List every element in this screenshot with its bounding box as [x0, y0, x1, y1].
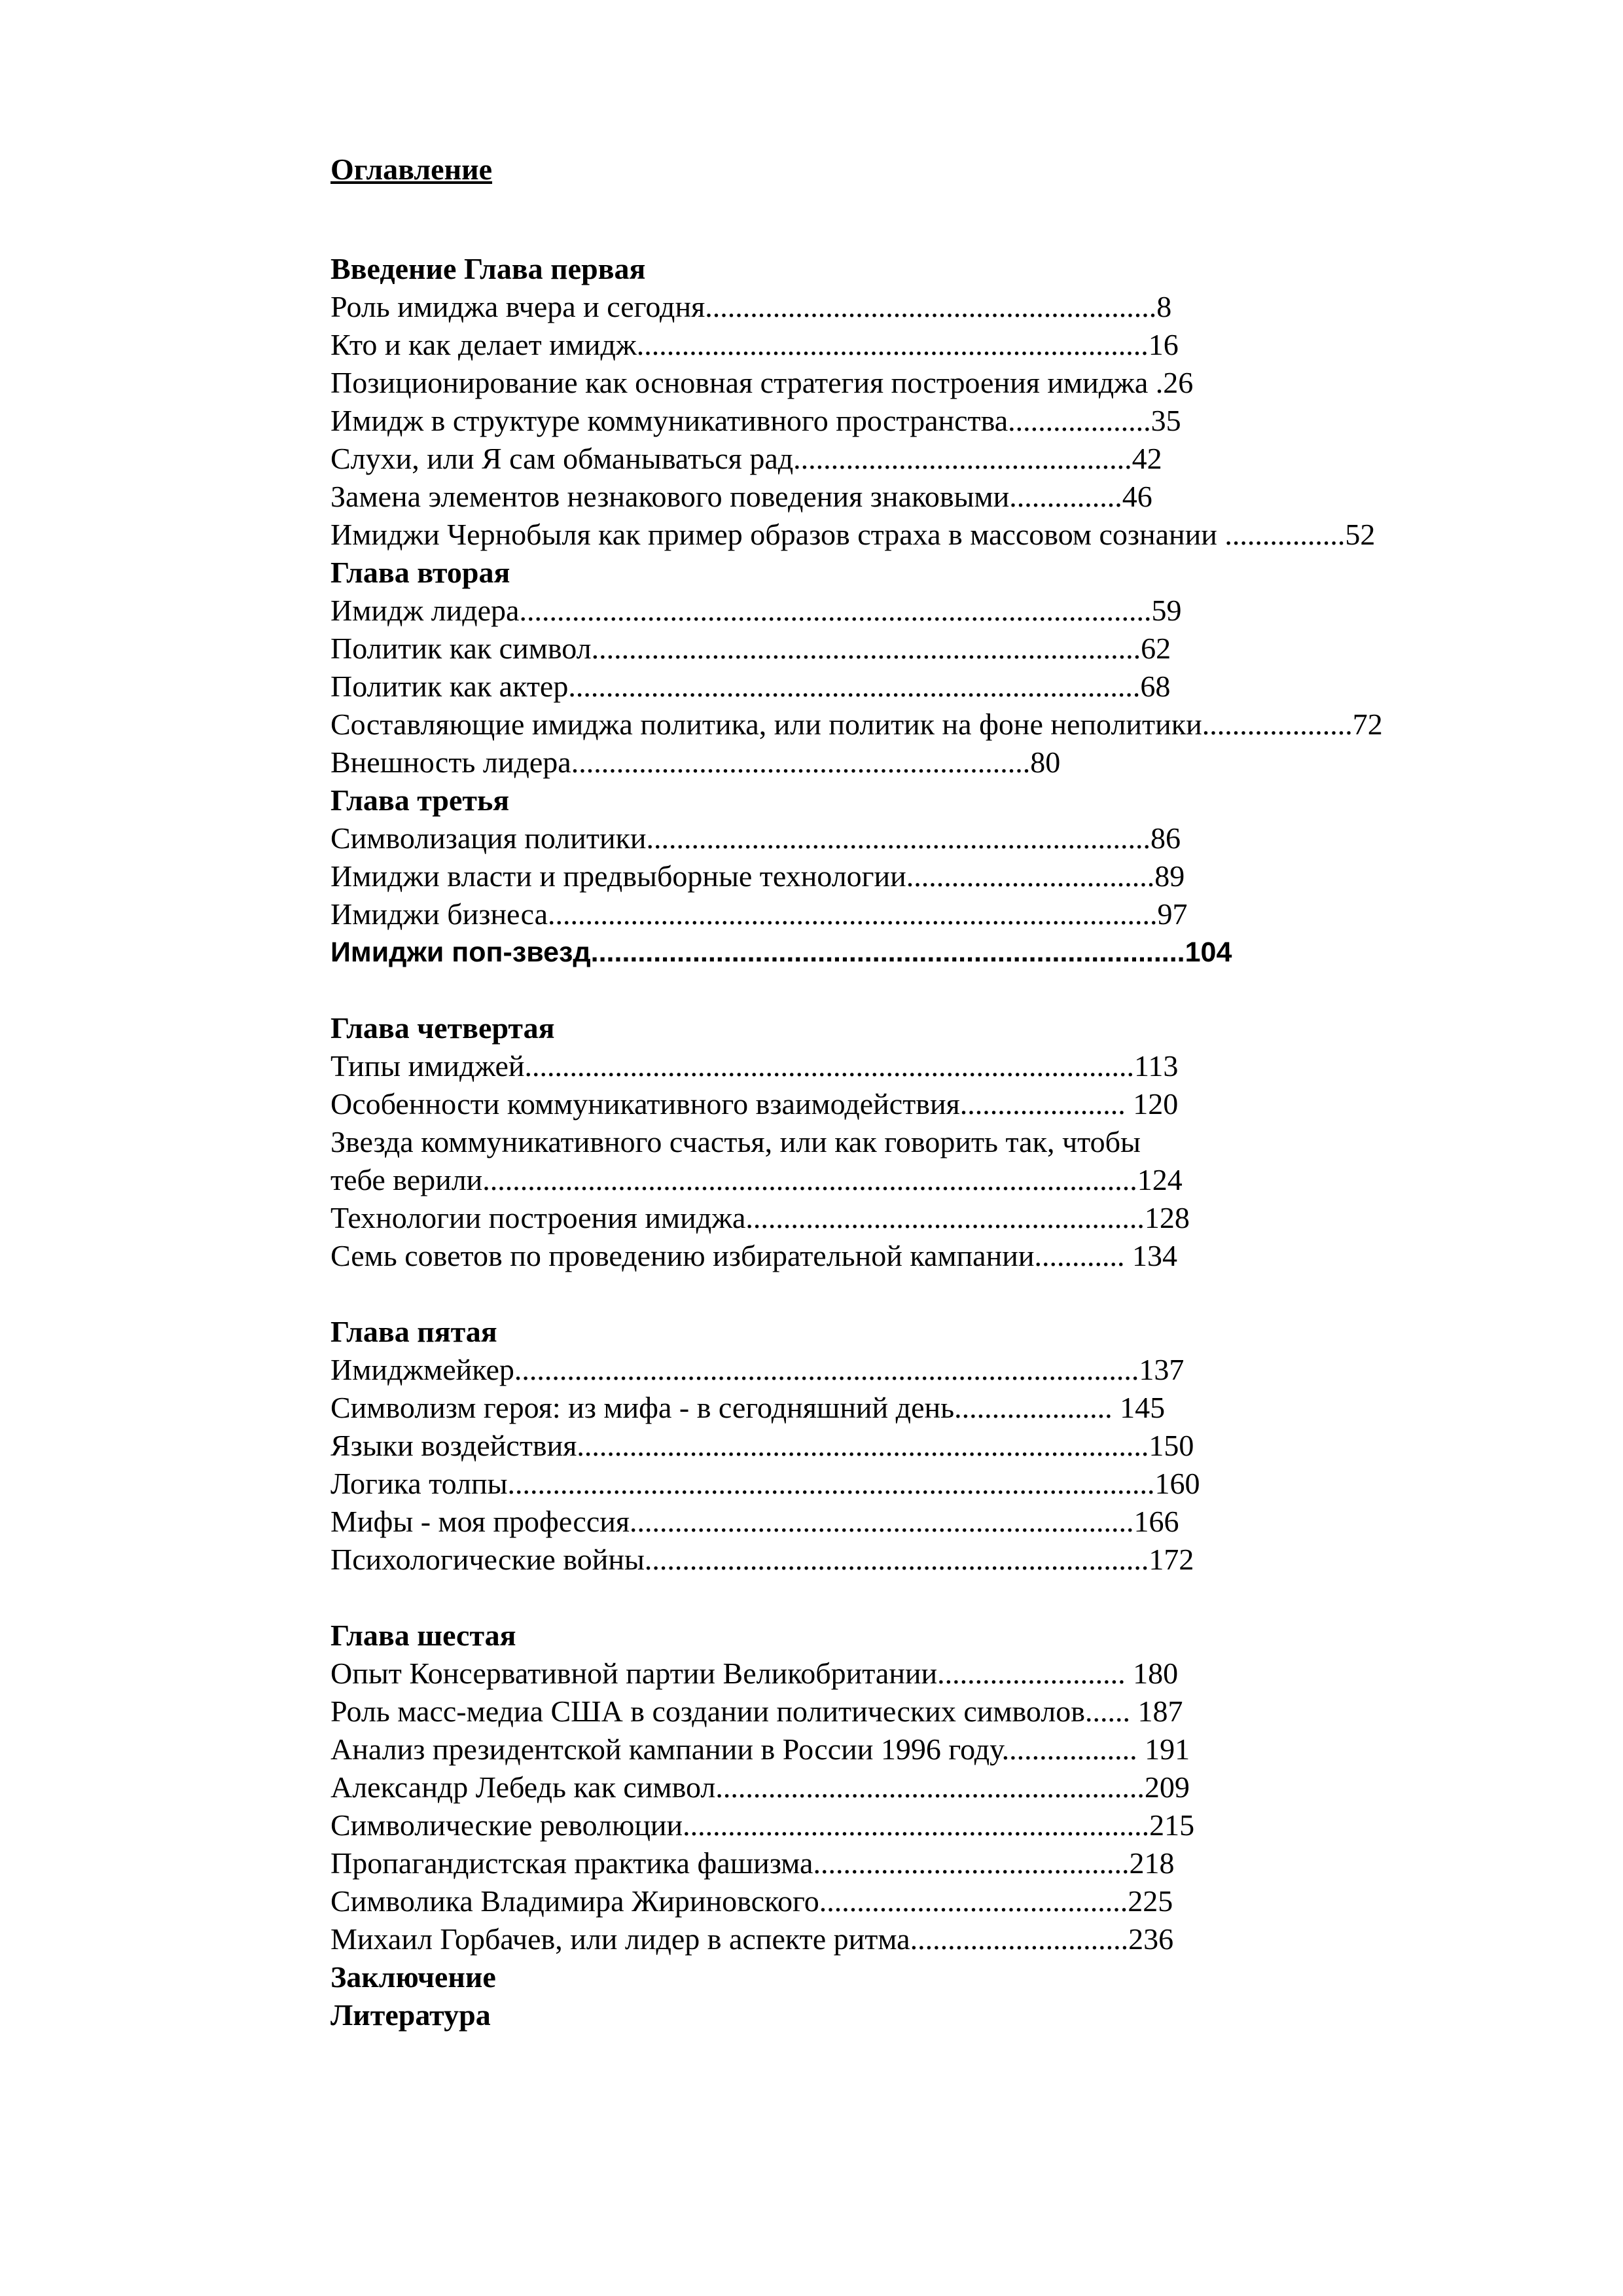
toc-entry: Позиционирование как основная стратегия построения имиджа .26 — [330, 366, 1194, 399]
toc-heading: Глава пятая — [330, 1315, 497, 1348]
toc-entry: Символические революции..............................................................215 — [330, 1808, 1195, 1842]
toc-entry: Символизация политики...................................................................86 — [330, 821, 1181, 855]
toc-heading: Глава шестая — [330, 1619, 516, 1652]
toc-entry: Типы имиджей.................................................................................113 — [330, 1049, 1179, 1083]
toc-entry: Символика Владимира Жириновского.........................................225 — [330, 1884, 1173, 1918]
toc-entry: Имиджмейкер...................................................................................137 — [330, 1353, 1185, 1386]
toc-entry: Кто и как делает имидж....................................................................16 — [330, 328, 1179, 361]
toc-entry: Имиджи бизнеса.................................................................................97 — [330, 897, 1188, 931]
toc-entry: Замена элементов незнакового поведения знаковыми...............46 — [330, 480, 1152, 513]
toc-entry: Имидж в структуре коммуникативного пространства...................35 — [330, 404, 1181, 437]
toc-entry: Языки воздействия............................................................................150 — [330, 1429, 1194, 1462]
toc-heading: Глава четвертая — [330, 1011, 555, 1045]
toc-heading: Литература — [330, 1998, 491, 2032]
toc-entry: Имиджи власти и предвыборные технологии.................................89 — [330, 859, 1185, 893]
toc-entry: Символизм героя: из мифа - в сегодняшний день..................... 145 — [330, 1391, 1166, 1424]
toc-entry: Семь советов по проведению избирательной кампании............ 134 — [330, 1239, 1177, 1272]
title-spacer — [330, 188, 1574, 250]
toc-entry: Имиджи Чернобыля как пример образов страха в массовом сознании ................52 — [330, 518, 1376, 551]
toc-spacer — [330, 1579, 1574, 1617]
toc-entry: Опыт Консервативной партии Великобритании......................... 180 — [330, 1657, 1179, 1690]
table-of-contents — [330, 151, 1574, 2034]
toc-entry: Мифы - моя профессия...................................................................166 — [330, 1505, 1179, 1538]
toc-entry: Внешность лидера.............................................................80 — [330, 745, 1061, 779]
toc-entry: Михаил Горбачев, или лидер в аспекте ритма.............................236 — [330, 1922, 1174, 1956]
toc-entry: Слухи, или Я сам обманываться рад.............................................42 — [330, 442, 1162, 475]
toc-entry: Имидж лидера....................................................................................59 — [330, 594, 1182, 627]
toc-entry: Составляющие имиджа политика, или политик на фоне неполитики....................72 — [330, 708, 1383, 741]
toc-entry: Особенности коммуникативного взаимодействия...................... 120 — [330, 1087, 1179, 1121]
toc-entry: Анализ президентской кампании в России 1996 году.................. 191 — [330, 1732, 1190, 1766]
toc-entry: Имиджи поп-звезд............................................................................104 — [330, 937, 1232, 968]
toc-spacer — [330, 971, 1574, 1009]
toc-entry: Звезда коммуникативного счастья, или как говорить так, чтобы — [330, 1125, 1141, 1158]
toc-title: Оглавление — [330, 152, 493, 186]
toc-entry: тебе верили.......................................................................................124 — [330, 1163, 1183, 1196]
toc-heading: Введение Глава первая — [330, 252, 646, 285]
toc-entry: Роль масс-медиа США в создании политических символов...... 187 — [330, 1695, 1183, 1728]
toc-entry: Технологии построения имиджа.....................................................128 — [330, 1201, 1190, 1234]
toc-entry: Пропагандистская практика фашизма..........................................218 — [330, 1846, 1175, 1880]
toc-entry: Александр Лебедь как символ.........................................................209 — [330, 1770, 1190, 1804]
toc-spacer — [330, 1275, 1574, 1313]
toc-entry: Роль имиджа вчера и сегодня............................................................8 — [330, 290, 1172, 323]
toc-lines — [330, 250, 1574, 2034]
toc-entry: Психологические войны...................................................................172 — [330, 1543, 1194, 1576]
toc-entry: Политик как актер............................................................................68 — [330, 670, 1171, 703]
toc-heading: Глава третья — [330, 783, 510, 817]
toc-heading: Заключение — [330, 1960, 496, 1994]
toc-heading: Глава вторая — [330, 556, 510, 589]
toc-entry: Логика толпы......................................................................................160 — [330, 1467, 1200, 1500]
toc-entry: Политик как символ.........................................................................62 — [330, 632, 1171, 665]
